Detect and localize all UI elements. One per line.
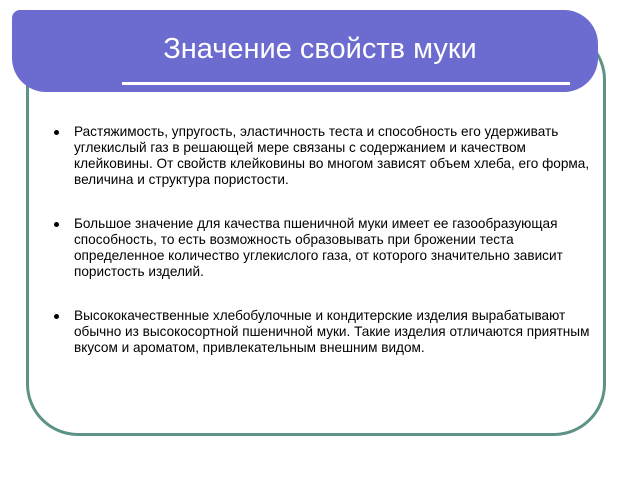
title-underline bbox=[122, 82, 570, 85]
bullet-dot-icon bbox=[54, 314, 59, 319]
bullet-dot-icon bbox=[54, 130, 59, 135]
bullet-item bbox=[54, 308, 594, 356]
bullet-item bbox=[54, 216, 594, 280]
slide-title: Значение свойств муки bbox=[163, 33, 477, 65]
bullet-text: Большое значение для качества пшеничной муки имеет ее газообразующая способность, то есть возможность образовывать при брожении теста определенное количество углекислого газа, от которого значительно зависит пористость изделий. bbox=[74, 216, 563, 279]
bullet-item bbox=[54, 124, 594, 188]
bullet-list bbox=[54, 124, 594, 384]
bullet-text: Растяжимость, упругость, эластичность теста и способность его удерживать углекислый газ в решающей мере связаны с содержанием и качеством клейковины. От свойств клейковины во многом зависят объем хлеба, его форма, величина и структура пористости. bbox=[74, 124, 590, 187]
bullet-dot-icon bbox=[54, 222, 59, 227]
bullet-text: Высококачественные хлебобулочные и кондитерские изделия вырабатывают обычно из высокосортной пшеничной муки. Такие изделия отличаются приятным вкусом и ароматом, привлекательным внешним видом. bbox=[74, 308, 590, 355]
